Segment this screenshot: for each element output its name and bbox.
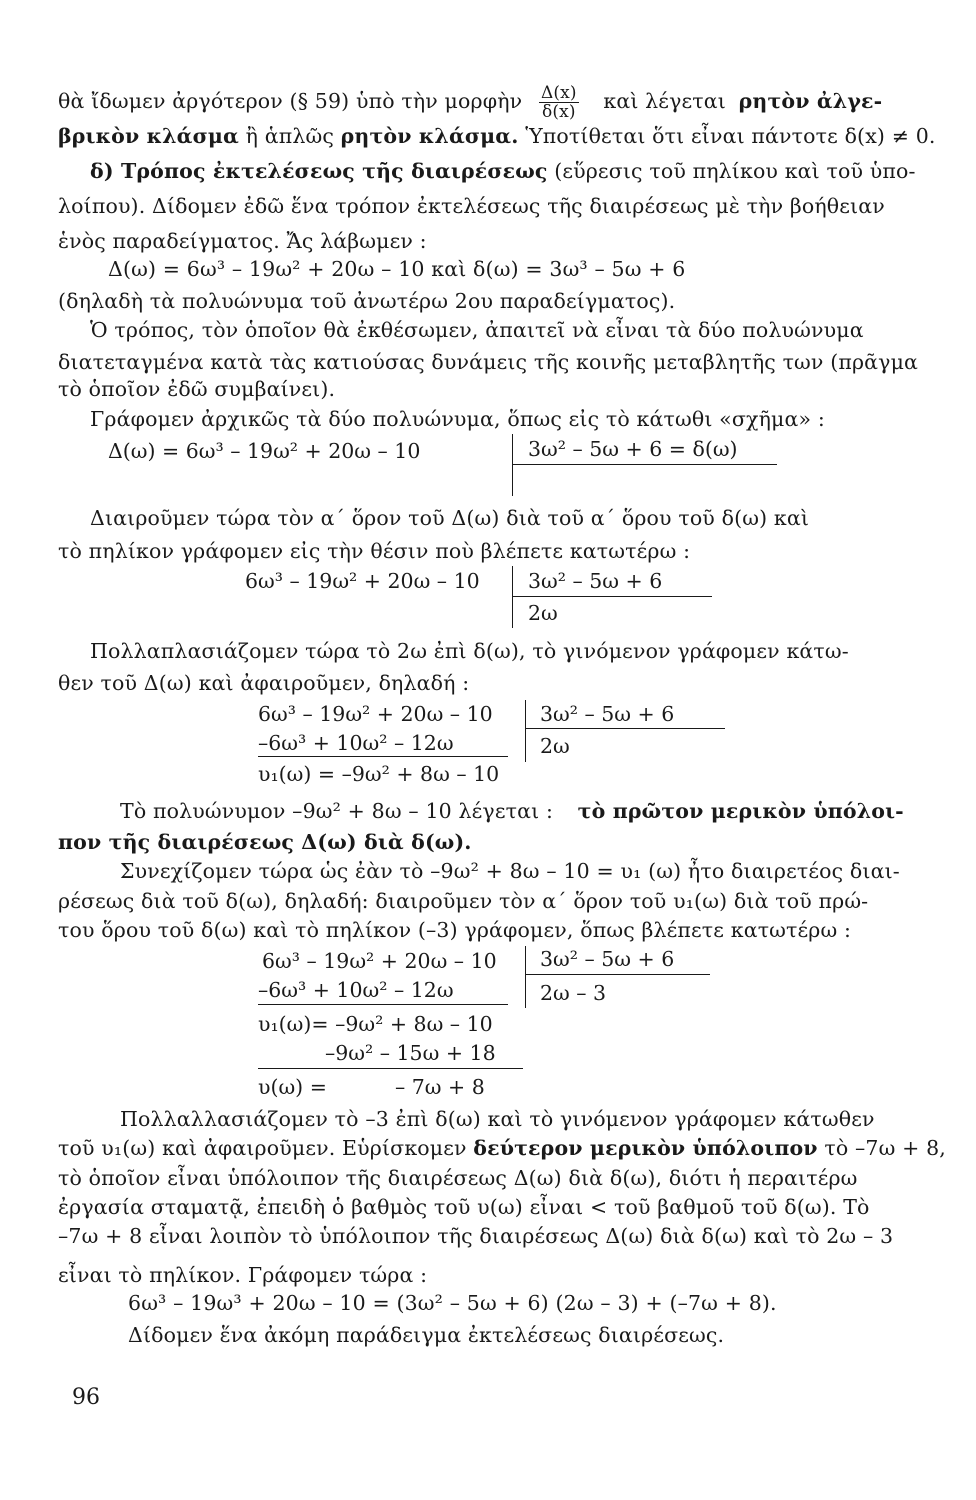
schema-quotient: 2ω	[528, 601, 558, 625]
text-line: –7ω + 8 εἶναι λοιπὸν τὸ ὑπόλοιπον τῆς διαιρέσεως Δ(ω) διὰ δ(ω) καὶ τὸ 2ω – 3	[58, 1224, 894, 1248]
bold-term: βρικὸν κλάσμα	[58, 124, 239, 148]
bold-term: πον τῆς διαιρέσεως Δ(ω) διὰ δ(ω).	[58, 830, 472, 854]
division-bar	[525, 946, 526, 1008]
bold-term: δεύτερον μερικὸν ὑπόλοιπον	[473, 1136, 818, 1160]
schema-row: –6ω³ + 10ω² – 12ω	[258, 731, 454, 755]
schema-divisor: 3ω² – 5ω + 6	[540, 947, 675, 971]
division-bar	[512, 434, 513, 496]
text-span: θὰ ἴδωμεν ἀργότερον (§ 59) ὑπὸ τὴν μορφὴν	[58, 89, 523, 113]
division-line	[525, 728, 725, 729]
equation: 6ω³ – 19ω³ + 20ω – 10 = (3ω² – 5ω + 6) (2ω – 3) + (–7ω + 8).	[128, 1291, 777, 1315]
text-line: ἑνὸς παραδείγματος. Ἄς λάβωμεν :	[58, 229, 427, 253]
division-line	[512, 596, 712, 597]
schema-divisor: 3ω² – 5ω + 6 = δ(ω)	[528, 437, 738, 461]
text-line: τὸ ὁποῖον ἐδῶ συμβαίνει).	[58, 377, 336, 401]
schema-remainder: – 7ω + 8	[395, 1075, 485, 1099]
fraction-numerator: Δ(x)	[540, 83, 577, 103]
division-bar	[525, 700, 526, 762]
text-line: εἶναι τὸ πηλίκον. Γράφομεν τώρα :	[58, 1263, 428, 1287]
subtraction-line	[258, 1068, 523, 1069]
schema-row: υ(ω) =	[258, 1075, 327, 1099]
division-line	[525, 974, 710, 975]
text-line	[58, 84, 882, 121]
fraction-denominator: δ(x)	[541, 102, 576, 122]
text-line: (δηλαδὴ τὰ πολυώνυμα τοῦ ἀνωτέρω 2ου παραδείγματος).	[58, 289, 676, 313]
schema-row: –6ω³ + 10ω² – 12ω	[258, 978, 454, 1002]
division-line	[512, 464, 777, 465]
schema-divisor: 3ω² – 5ω + 6	[540, 702, 675, 726]
section-heading: δ) Τρόπος ἐκτελέσεως τῆς διαιρέσεως	[90, 159, 548, 183]
subtraction-line	[258, 756, 508, 757]
text-span: ἢ ἁπλῶς	[245, 124, 334, 148]
subtraction-line	[258, 1004, 508, 1005]
fraction	[539, 84, 579, 121]
schema-row: 6ω³ – 19ω² + 20ω – 10	[262, 949, 497, 973]
schema-divisor: 3ω² – 5ω + 6	[528, 569, 663, 593]
text-span: Ὑποτίθεται ὅτι εἶναι πάντοτε δ(x) ≠ 0.	[525, 124, 936, 148]
text-line	[120, 798, 904, 824]
text-line: τὸ ὁποῖον εἶναι ὑπόλοιπον τῆς διαιρέσεως Δ(ω) διὰ δ(ω), διότι ἡ περαιτέρω	[58, 1166, 858, 1190]
text-line: Ὁ τρόπος, τὸν ὁποῖον θὰ ἐκθέσωμεν, ἀπαιτεῖ νὰ εἶναι τὰ δύο πολυώνυμα	[90, 318, 864, 342]
schema-row: υ₁(ω) = –9ω² + 8ω – 10	[258, 762, 500, 786]
text-line: Συνεχίζομεν τώρα ὡς ἐὰν τὸ –9ω² + 8ω – 10 = υ₁ (ω) ἦτο διαιρετέος διαι-	[120, 859, 900, 883]
text-span: τοῦ υ₁(ω) καὶ ἀφαιροῦμεν. Εὑρίσκομεν	[58, 1136, 467, 1160]
text-line	[90, 158, 916, 184]
schema-row: υ₁(ω)= –9ω² + 8ω – 10	[258, 1012, 493, 1036]
schema-row: 6ω³ – 19ω² + 20ω – 10	[258, 702, 493, 726]
text-line: ρέσεως διὰ τοῦ δ(ω), δηλαδή: διαιροῦμεν τὸν α΄ ὅρον τοῦ υ₁(ω) διὰ τοῦ πρώ-	[58, 889, 869, 913]
text-span: τὸ –7ω + 8,	[824, 1136, 946, 1160]
text-line: Πολλαλλασιάζομεν τὸ –3 ἐπὶ δ(ω) καὶ τὸ γινόμενον γράφομεν κάτωθεν	[120, 1107, 875, 1131]
text-line: διατεταγμένα κατὰ τὰς κατιούσας δυνάμεις τῆς κοινῆς μεταβλητῆς των (πρᾶγμα	[58, 350, 919, 374]
schema-row: –9ω² – 15ω + 18	[325, 1041, 496, 1065]
text-line	[58, 123, 936, 149]
text-line: ἐργασία σταματᾷ, ἐπειδὴ ὁ βαθμὸς τοῦ υ(ω) εἶναι < τοῦ βαθμοῦ τοῦ δ(ω). Τὸ	[58, 1195, 870, 1219]
equation: Δ(ω) = 6ω³ – 19ω² + 20ω – 10 καὶ δ(ω) = 3ω³ – 5ω + 6	[108, 257, 686, 281]
text-line	[58, 1135, 946, 1161]
text-line: του ὅρου τοῦ δ(ω) καὶ τὸ πηλίκον (–3) γράφομεν, ὅπως βλέπετε κατωτέρω :	[58, 918, 852, 942]
text-line: λοίπου). Δίδομεν ἐδῶ ἕνα τρόπον ἐκτελέσεως τῆς διαιρέσεως μὲ τὴν βοήθειαν	[58, 194, 885, 218]
schema-dividend: Δ(ω) = 6ω³ – 19ω² + 20ω – 10	[108, 439, 421, 463]
bold-term: ρητὸν ἀλγε-	[738, 89, 883, 113]
schema-quotient: 2ω – 3	[540, 981, 607, 1005]
text-line: Γράφομεν ἀρχικῶς τὰ δύο πολυώνυμα, ὅπως εἰς τὸ κάτωθι «σχῆμα» :	[90, 407, 825, 431]
schema-quotient: 2ω	[540, 734, 570, 758]
text-line: Πολλαπλασιάζομεν τώρα τὸ 2ω ἐπὶ δ(ω), τὸ γινόμενον γράφομεν κάτω-	[90, 639, 849, 663]
division-bar	[512, 566, 513, 628]
text-line: τὸ πηλίκον γράφομεν εἰς τὴν θέσιν ποὺ βλέπετε κατωτέρω :	[58, 539, 691, 563]
text-span: (εὕρεσις τοῦ πηλίκου καὶ τοῦ ὑπο-	[554, 159, 916, 183]
text-span: Τὸ πολυώνυμον –9ω² + 8ω – 10 λέγεται :	[120, 799, 553, 823]
text-span: καὶ λέγεται	[603, 89, 726, 113]
text-line: Διαιροῦμεν τώρα τὸν α΄ ὅρον τοῦ Δ(ω) διὰ τοῦ α΄ ὅρου τοῦ δ(ω) καὶ	[90, 506, 810, 530]
page-number: 96	[72, 1385, 100, 1410]
bold-term: ρητὸν κλάσμα.	[340, 124, 519, 148]
text-line: θεν τοῦ Δ(ω) καὶ ἀφαιροῦμεν, δηλαδή :	[58, 671, 470, 695]
schema-dividend: 6ω³ – 19ω² + 20ω – 10	[245, 569, 480, 593]
bold-term: τὸ πρῶτον μερικὸν ὑπόλοι-	[577, 799, 904, 823]
text-line: Δίδομεν ἕνα ἀκόμη παράδειγμα ἐκτελέσεως διαιρέσεως.	[128, 1323, 725, 1347]
